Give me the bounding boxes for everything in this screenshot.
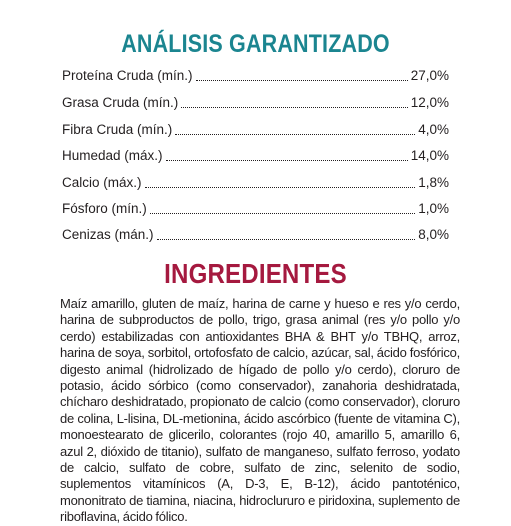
dot-leader [175, 134, 415, 135]
dot-leader [196, 80, 408, 81]
nutrient-value: 8,0% [418, 227, 449, 242]
nutrient-row-fat [62, 95, 449, 111]
ingredients-title: INGREDIENTES [164, 258, 347, 289]
nutrient-label: Fibra Cruda (mín.) [62, 122, 173, 137]
dot-leader [166, 160, 408, 161]
nutrient-value: 1,0% [418, 201, 449, 216]
nutrient-row-ash [62, 227, 449, 243]
dot-leader [157, 239, 416, 240]
nutrient-row-fiber [62, 122, 449, 138]
nutrient-value: 4,0% [418, 122, 449, 137]
nutrient-label: Grasa Cruda (mín.) [62, 95, 179, 110]
nutrient-value: 14,0% [410, 148, 449, 163]
dot-leader [145, 187, 416, 188]
nutrient-label: Calcio (máx.) [62, 175, 142, 190]
analysis-title: ANÁLISIS GARANTIZADO [121, 30, 390, 58]
nutrient-label: Humedad (máx.) [62, 148, 163, 163]
nutrient-value: 27,0% [410, 68, 449, 83]
nutrient-label: Fósforo (mín.) [62, 201, 147, 216]
nutrient-row-moisture [62, 148, 449, 164]
dot-leader [150, 213, 415, 214]
nutrient-row-phosphorus [62, 201, 449, 217]
nutrient-row-protein [62, 68, 449, 84]
dot-leader [181, 107, 407, 108]
ingredients-list: Maíz amarillo, gluten de maíz, harina de carne y hueso e res y/o cerdo, harina de subproductos de pollo, trigo, grasa animal (res y/o pollo y/o cerdo) estabilizadas con antioxidantes BHA & BHT y/o TBHQ, arroz, harina de soya, sorbitol, ortofosfato de calcio, azúcar, sal, ácido fosfórico, digesto animal (hidrolizado de hígado de pollo y/o cerdo), cloruro de potasio, ácido sórbico (como conservador), zanahoria deshidratada, chícharo deshidratado, propionato de calcio (como conservador), cloruro de colina, L-lisina, DL-metionina, ácido ascórbico (fuente de vitamina C), monoestearato de glicerilo, colorantes (rojo 40, amarillo 5, amarillo 6, azul 2, dióxido de titanio), sulfato de manganeso, sulfato ferroso, yodato de calcio, sulfato de cobre, sulfato de zinc, selenito de sodio, suplementos vitamínicos (A, D-3, E, B-12), ácido pantoténico, mononitrato de tiamina, niacina, hidroclururo e piridoxina, suplemento de riboflavina, ácido fólico. [60, 296, 460, 525]
nutrient-label: Proteína Cruda (mín.) [62, 68, 193, 83]
nutrient-value: 12,0% [410, 95, 449, 110]
nutrient-label: Cenizas (mán.) [62, 227, 154, 242]
nutrient-row-calcium [62, 175, 449, 191]
nutrient-value: 1,8% [418, 175, 449, 190]
